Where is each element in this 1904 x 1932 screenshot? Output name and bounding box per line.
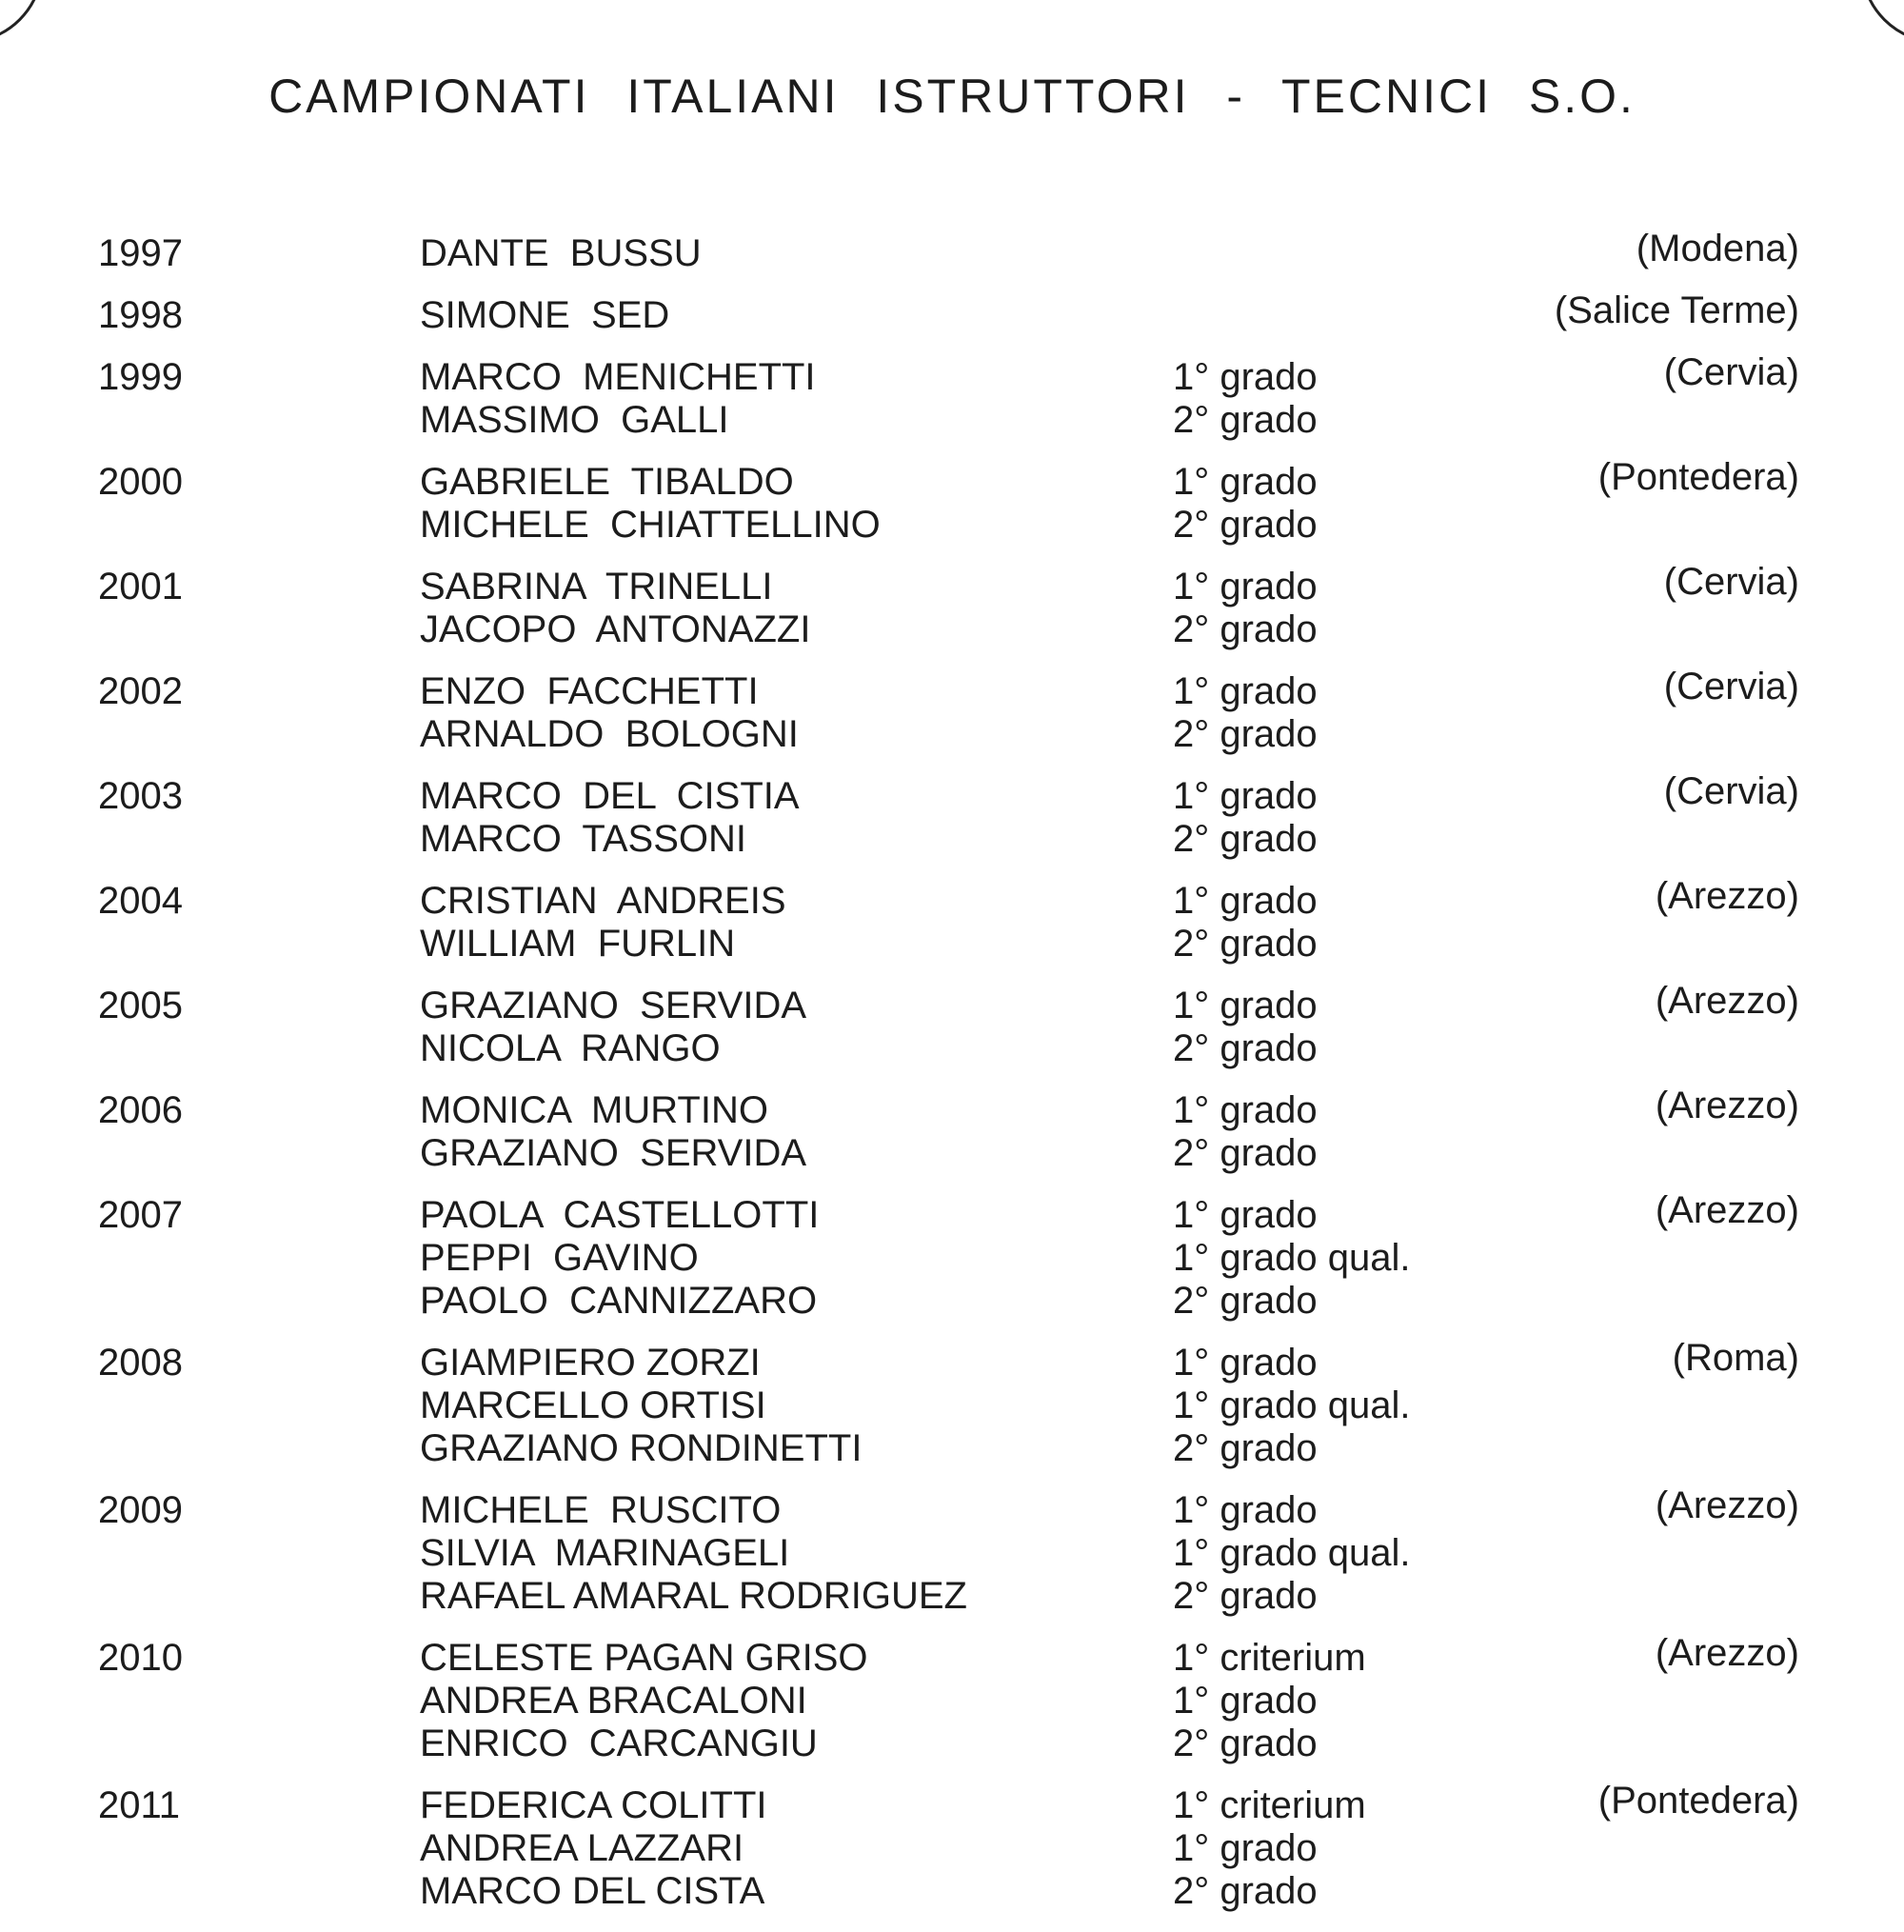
winner-name: CRISTIAN ANDREIS — [420, 880, 786, 922]
entry-location: (Arezzo) — [1655, 875, 1799, 917]
winner-grade: 1° grado qual. — [1173, 1237, 1411, 1279]
entry-location: (Arezzo) — [1655, 1085, 1799, 1126]
winner-grade: 2° grado — [1173, 1280, 1318, 1322]
entry-year: 1998 — [98, 294, 183, 336]
winner-row — [0, 1237, 1904, 1280]
winner-row — [0, 1680, 1904, 1723]
entry-year: 2009 — [98, 1489, 183, 1531]
entry-location: (Cervia) — [1663, 351, 1799, 393]
entry-year: 1997 — [98, 232, 183, 274]
winner-row — [0, 1637, 1904, 1680]
winner-grade: 2° grado — [1173, 1027, 1318, 1069]
winner-grade: 1° grado — [1173, 1089, 1318, 1131]
winner-row — [0, 1532, 1904, 1575]
winner-grade: 1° grado — [1173, 566, 1318, 607]
entry-year: 2006 — [98, 1089, 183, 1131]
entry-location: (Arezzo) — [1655, 1484, 1799, 1526]
winner-grade: 2° grado — [1173, 1723, 1318, 1764]
entry-location: (Cervia) — [1663, 561, 1799, 603]
year-entry — [0, 561, 1904, 651]
winner-name: MICHELE CHIATTELLINO — [420, 504, 881, 546]
winner-grade: 1° grado — [1173, 880, 1318, 922]
winner-row — [0, 1575, 1904, 1618]
entry-location: (Arezzo) — [1655, 980, 1799, 1022]
winner-name: MARCO DEL CISTIA — [420, 775, 800, 817]
winner-grade: 2° grado — [1173, 399, 1318, 441]
winner-grade: 2° grado — [1173, 713, 1318, 755]
year-entry — [0, 1085, 1904, 1175]
winner-name: RAFAEL AMARAL RODRIGUEZ — [420, 1575, 967, 1617]
winner-grade: 1° grado — [1173, 1489, 1318, 1531]
entry-year: 2002 — [98, 670, 183, 712]
winner-grade: 1° grado qual. — [1173, 1532, 1411, 1574]
entry-location: (Salice Terme) — [1554, 289, 1799, 331]
winner-name: DANTE BUSSU — [420, 232, 702, 274]
winner-grade: 1° grado — [1173, 1194, 1318, 1236]
entry-year: 2008 — [98, 1342, 183, 1384]
winner-name: MONICA MURTINO — [420, 1089, 768, 1131]
entry-year: 2011 — [98, 1784, 181, 1826]
year-entry — [0, 1337, 1904, 1470]
winner-name: MASSIMO GALLI — [420, 399, 729, 441]
winner-row — [0, 1280, 1904, 1323]
winner-grade: 1° grado — [1173, 461, 1318, 503]
winner-grade: 2° grado — [1173, 1427, 1318, 1469]
entry-year: 2005 — [98, 985, 183, 1026]
winner-name: MARCO TASSONI — [420, 818, 747, 860]
year-entry — [0, 980, 1904, 1070]
winner-name: PEPPI GAVINO — [420, 1237, 699, 1279]
page-title: CAMPIONATI ITALIANI ISTRUTTORI - TECNICI S.O. — [268, 70, 1636, 123]
year-entry — [0, 456, 1904, 547]
entry-location: (Arezzo) — [1655, 1632, 1799, 1674]
winner-name: ENZO FACCHETTI — [420, 670, 759, 712]
year-entry — [0, 351, 1904, 442]
winner-grade: 1° grado — [1173, 985, 1318, 1026]
winner-name: ANDREA BRACALONI — [420, 1680, 807, 1722]
year-entry — [0, 770, 1904, 861]
results-list — [0, 228, 1904, 1932]
winner-row — [0, 818, 1904, 861]
winner-name: NICOLA RANGO — [420, 1027, 721, 1069]
winner-row — [0, 1194, 1904, 1237]
year-entry — [0, 228, 1904, 275]
winner-name: CELESTE PAGAN GRISO — [420, 1637, 868, 1679]
winner-grade: 1° grado — [1173, 670, 1318, 712]
winner-row — [0, 923, 1904, 966]
entry-year: 2000 — [98, 461, 183, 503]
winner-row — [0, 399, 1904, 442]
winner-row — [0, 1827, 1904, 1870]
winner-name: SABRINA TRINELLI — [420, 566, 773, 607]
winner-grade: 2° grado — [1173, 1575, 1318, 1617]
winner-grade: 2° grado — [1173, 1132, 1318, 1174]
winner-grade: 1° grado — [1173, 1342, 1318, 1384]
winner-row — [0, 1027, 1904, 1070]
winner-name: PAOLO CANNIZZARO — [420, 1280, 818, 1322]
winner-row — [0, 1132, 1904, 1175]
winner-grade: 2° grado — [1173, 1870, 1318, 1912]
winner-name: ARNALDO BOLOGNI — [420, 713, 799, 755]
winner-grade: 2° grado — [1173, 504, 1318, 546]
winner-row — [0, 775, 1904, 818]
winner-grade: 2° grado — [1173, 923, 1318, 965]
winner-name: FEDERICA COLITTI — [420, 1784, 767, 1826]
winner-grade: 1° grado — [1173, 775, 1318, 817]
winner-row — [0, 566, 1904, 608]
winner-name: GABRIELE TIBALDO — [420, 461, 794, 503]
winner-row — [0, 356, 1904, 399]
year-entry — [0, 875, 1904, 966]
winner-row — [0, 713, 1904, 756]
winner-name: JACOPO ANTONAZZI — [420, 608, 811, 650]
winner-row — [0, 1384, 1904, 1427]
winner-grade: 1° grado — [1173, 1827, 1318, 1869]
winner-name: MICHELE RUSCITO — [420, 1489, 782, 1531]
winner-row — [0, 294, 1904, 337]
entry-location: (Arezzo) — [1655, 1189, 1799, 1231]
winner-row — [0, 232, 1904, 275]
winner-row — [0, 1784, 1904, 1827]
entry-year: 1999 — [98, 356, 183, 398]
winner-grade: 2° grado — [1173, 818, 1318, 860]
year-entry — [0, 1484, 1904, 1618]
entry-year: 2004 — [98, 880, 183, 922]
winner-row — [0, 1489, 1904, 1532]
year-entry — [0, 1189, 1904, 1323]
year-entry — [0, 1780, 1904, 1913]
winner-row — [0, 1342, 1904, 1384]
winner-name: WILLIAM FURLIN — [420, 923, 736, 965]
winner-name: MARCO MENICHETTI — [420, 356, 816, 398]
entry-year: 2010 — [98, 1637, 183, 1679]
winner-grade: 1° grado qual. — [1173, 1384, 1411, 1426]
winner-name: GRAZIANO RONDINETTI — [420, 1427, 863, 1469]
winner-row — [0, 880, 1904, 923]
year-entry — [0, 666, 1904, 756]
winner-row — [0, 1870, 1904, 1913]
entry-location: (Cervia) — [1663, 666, 1799, 707]
winner-name: SIMONE SED — [420, 294, 670, 336]
winner-grade: 1° grado — [1173, 356, 1318, 398]
winner-name: MARCO DEL CISTA — [420, 1870, 765, 1912]
entry-location: (Pontedera) — [1597, 456, 1799, 498]
winner-grade: 1° criterium — [1173, 1637, 1366, 1679]
winner-row — [0, 1723, 1904, 1765]
entry-year: 2001 — [98, 566, 183, 607]
page-corner-mark-left — [0, 0, 44, 44]
entry-location: (Pontedera) — [1597, 1780, 1799, 1822]
entry-location: (Roma) — [1672, 1337, 1799, 1379]
entry-location: (Cervia) — [1663, 770, 1799, 812]
winner-row — [0, 461, 1904, 504]
winner-row — [0, 608, 1904, 651]
year-entry — [0, 1632, 1904, 1765]
winner-name: MARCELLO ORTISI — [420, 1384, 766, 1426]
entry-location: (Modena) — [1636, 228, 1799, 269]
winner-grade: 1° grado — [1173, 1680, 1318, 1722]
winner-row — [0, 1089, 1904, 1132]
winner-row — [0, 504, 1904, 547]
winner-row — [0, 670, 1904, 713]
winner-grade: 2° grado — [1173, 608, 1318, 650]
winner-name: GIAMPIERO ZORZI — [420, 1342, 761, 1384]
winner-grade: 1° criterium — [1173, 1784, 1366, 1826]
winner-row — [0, 1427, 1904, 1470]
winner-name: GRAZIANO SERVIDA — [420, 985, 807, 1026]
page-corner-mark-right — [1860, 0, 1904, 44]
winner-name: PAOLA CASTELLOTTI — [420, 1194, 820, 1236]
winner-name: ANDREA LAZZARI — [420, 1827, 744, 1869]
winner-name: ENRICO CARCANGIU — [420, 1723, 818, 1764]
winner-row — [0, 985, 1904, 1027]
entry-year: 2007 — [98, 1194, 183, 1236]
entry-year: 2003 — [98, 775, 183, 817]
winner-name: SILVIA MARINAGELI — [420, 1532, 790, 1574]
year-entry — [0, 289, 1904, 337]
winner-name: GRAZIANO SERVIDA — [420, 1132, 807, 1174]
